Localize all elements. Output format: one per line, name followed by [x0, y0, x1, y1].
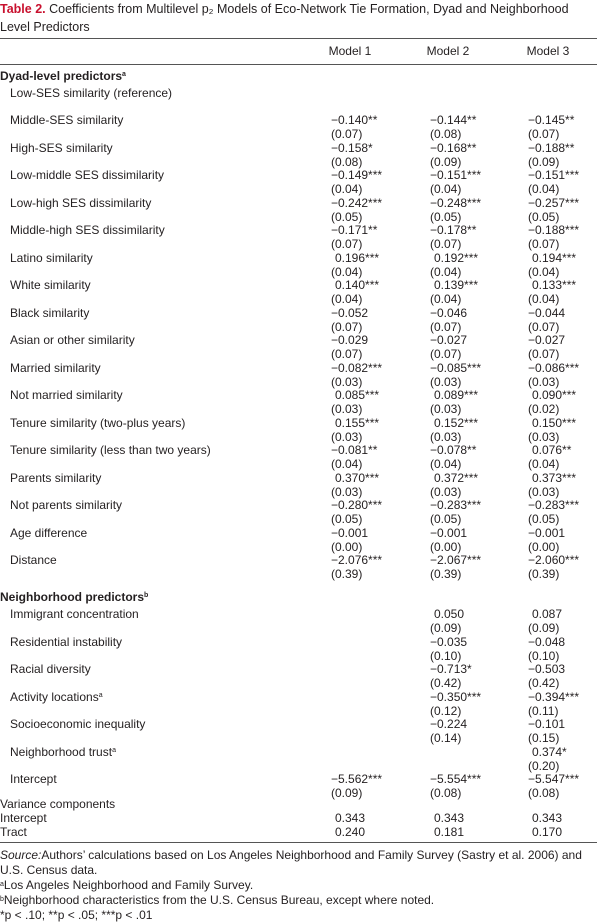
- standard-error: (0.05): [528, 209, 560, 224]
- standard-error: (0.04): [528, 264, 560, 279]
- coefficient: 0.194***: [532, 250, 577, 265]
- coefficient: −0.144**: [430, 113, 477, 127]
- coefficient: 0.155***: [335, 415, 380, 430]
- coefficient: −0.503: [528, 662, 566, 676]
- coefficient: −0.242***: [331, 195, 383, 210]
- model-3-cell: [528, 526, 597, 554]
- coefficient: −0.027: [430, 333, 468, 347]
- coefficient: −0.001: [331, 525, 369, 540]
- standard-error: (0.03): [430, 402, 462, 416]
- model-1-cell: [331, 553, 421, 581]
- model-1-cell: [331, 223, 421, 251]
- model-2-cell: [430, 141, 520, 169]
- row-label: Married similarity: [10, 360, 101, 375]
- model-1-cell: [331, 443, 421, 471]
- model-2-cell: [430, 333, 520, 361]
- row-label: Low-middle SES dissimilarity: [10, 168, 165, 182]
- coefficient: −0.224: [430, 717, 468, 731]
- coefficient: −0.283***: [430, 498, 482, 512]
- row-label: Socioeconomic inequality: [10, 717, 146, 731]
- row-label: Low-high SES dissimilarity: [10, 195, 152, 210]
- coefficient: 0.343: [532, 811, 563, 825]
- coefficient: 0.343: [434, 811, 465, 825]
- model-1-cell: [331, 416, 421, 444]
- header-rule: [0, 64, 597, 65]
- coefficient: 0.085***: [335, 388, 380, 402]
- footnote-b: $^b$Neighborhood characteristics from the U.S. Census Bureau, except where noted.: [0, 893, 435, 907]
- row-label: Middle-high SES dissimilarity: [10, 223, 165, 237]
- model-1-cell: [331, 471, 421, 499]
- standard-error: (0.03): [430, 374, 462, 389]
- coefficient: 0.140***: [335, 278, 380, 292]
- row-label: Not married similarity: [10, 388, 123, 402]
- model-3-cell: [528, 811, 597, 825]
- model-3-cell: [528, 553, 597, 581]
- model-1-cell: [331, 196, 421, 224]
- standard-error: (0.08): [430, 786, 462, 800]
- model-1-cell: [331, 811, 421, 825]
- model-2-cell: [430, 361, 520, 389]
- coefficient: 0.192***: [434, 250, 479, 265]
- standard-error: (0.05): [430, 512, 462, 526]
- top-rule: [0, 38, 597, 39]
- model-3-cell: [528, 690, 597, 718]
- coefficient: −2.076***: [331, 553, 383, 567]
- standard-error: (0.14): [430, 731, 462, 745]
- coefficient: −0.713*: [430, 662, 472, 676]
- column-header-model-2: Model 2: [426, 44, 470, 58]
- column-header-model-1: Model 1: [328, 44, 372, 58]
- coefficient: −5.547***: [528, 772, 580, 786]
- row-label: Immigrant concentration: [10, 607, 139, 621]
- row-label: White similarity: [10, 278, 91, 292]
- row-label: Not parents similarity: [10, 498, 123, 512]
- model-2-cell: [430, 690, 520, 718]
- standard-error: (0.05): [430, 209, 462, 224]
- model-2-cell: [430, 498, 520, 526]
- bottom-rule: [0, 842, 597, 843]
- coefficient: 0.181: [434, 825, 465, 839]
- coefficient: −2.067***: [430, 553, 482, 567]
- row-label: Parents similarity: [10, 470, 102, 485]
- model-3-cell: [528, 251, 597, 279]
- coefficient: 0.240: [335, 825, 366, 839]
- model-1-cell: [331, 498, 421, 526]
- standard-error: (0.03): [331, 402, 363, 416]
- standard-error: (0.08): [331, 154, 363, 169]
- standard-error: (0.04): [331, 264, 363, 279]
- standard-error: (0.03): [430, 429, 462, 444]
- coefficient: −0.044: [528, 305, 566, 320]
- coefficient: −0.151***: [430, 168, 482, 182]
- standard-error: (0.07): [331, 347, 363, 361]
- model-3-cell: [528, 113, 597, 141]
- standard-error: (0.05): [331, 512, 363, 526]
- model-3-cell: [528, 333, 597, 361]
- coefficient: 0.370***: [335, 470, 380, 485]
- coefficient: −0.145**: [528, 113, 575, 127]
- standard-error: (0.08): [528, 786, 560, 800]
- row-label: Activity locations$^a$: [10, 689, 103, 704]
- model-3-cell: [528, 168, 597, 196]
- standard-error: (0.00): [331, 539, 363, 554]
- model-3-cell: [528, 278, 597, 306]
- coefficient: −0.248***: [430, 195, 482, 210]
- standard-error: (0.04): [430, 292, 462, 306]
- coefficient: 0.133***: [532, 278, 577, 292]
- coefficient: −0.280***: [331, 498, 383, 512]
- row-label: Residential instability: [10, 634, 123, 649]
- standard-error: (0.39): [331, 567, 363, 581]
- model-2-cell: [430, 416, 520, 444]
- coefficient: −0.085***: [430, 360, 482, 375]
- standard-error: (0.42): [430, 676, 462, 690]
- standard-error: (0.02): [528, 402, 560, 416]
- model-1-cell: [331, 168, 421, 196]
- coefficient: −0.101: [528, 717, 566, 731]
- model-2-cell: [430, 196, 520, 224]
- standard-error: (0.03): [528, 484, 560, 499]
- coefficient: 0.050: [434, 607, 465, 621]
- standard-error: (0.07): [528, 127, 560, 141]
- coefficient: −0.081**: [331, 443, 378, 457]
- coefficient: −0.046: [430, 305, 468, 320]
- coefficient: −0.001: [528, 525, 566, 540]
- standard-error: (0.11): [528, 703, 559, 718]
- coefficient: −0.048: [528, 634, 566, 649]
- standard-error: (0.42): [528, 676, 560, 690]
- model-1-cell: [331, 141, 421, 169]
- model-2-cell: [430, 251, 520, 279]
- coefficient: −0.029: [331, 333, 369, 347]
- model-1-cell: [331, 306, 421, 334]
- model-3-cell: [528, 772, 597, 800]
- coefficient: −0.078**: [430, 443, 477, 457]
- model-1-cell: [331, 825, 421, 839]
- coefficient: −0.086***: [528, 360, 580, 375]
- row-label: Intercept: [10, 772, 57, 786]
- model-1-cell: [331, 388, 421, 416]
- coefficient: 0.374*: [532, 744, 567, 759]
- model-3-cell: [528, 361, 597, 389]
- standard-error: (0.03): [331, 484, 363, 499]
- coefficient: −0.027: [528, 333, 566, 347]
- coefficient: −0.140**: [331, 113, 378, 127]
- coefficient: −5.554***: [430, 772, 482, 786]
- standard-error: (0.20): [528, 758, 560, 773]
- standard-error: (0.15): [528, 731, 560, 745]
- model-3-cell: [528, 471, 597, 499]
- model-3-cell: [528, 662, 597, 690]
- standard-error: (0.05): [528, 512, 560, 526]
- coefficient: −0.257***: [528, 195, 580, 210]
- standard-error: (0.07): [430, 319, 462, 334]
- row-label: Middle-SES similarity: [10, 113, 124, 127]
- coefficient: −0.394***: [528, 689, 580, 704]
- table-number: Table 2.: [0, 2, 46, 16]
- row-label: Intercept: [0, 811, 47, 825]
- model-3-cell: [528, 223, 597, 251]
- coefficient: −0.171**: [331, 223, 378, 237]
- model-2-cell: [430, 607, 520, 635]
- coefficient: −0.188**: [528, 140, 575, 155]
- standard-error: (0.09): [528, 621, 560, 635]
- standard-error: (0.10): [528, 648, 560, 663]
- model-1-cell: [331, 113, 421, 141]
- model-3-cell: [528, 416, 597, 444]
- standard-error: (0.07): [430, 237, 462, 251]
- row-label: Black similarity: [10, 305, 90, 320]
- model-2-cell: [430, 388, 520, 416]
- standard-error: (0.39): [528, 567, 560, 581]
- model-1-cell: [331, 278, 421, 306]
- row-label: Tenure similarity (two-plus years): [10, 415, 186, 430]
- standard-error: (0.03): [331, 374, 363, 389]
- coefficient: 0.139***: [434, 278, 479, 292]
- model-1-cell: [331, 526, 421, 554]
- model-2-cell: [430, 526, 520, 554]
- model-3-cell: [528, 825, 597, 839]
- standard-error: (0.04): [331, 457, 363, 471]
- coefficient: −0.188***: [528, 223, 580, 237]
- standard-error: (0.04): [430, 457, 462, 471]
- coefficient: 0.170: [532, 825, 563, 839]
- standard-error: (0.04): [528, 457, 560, 471]
- row-label: Racial diversity: [10, 662, 91, 676]
- model-2-cell: [430, 471, 520, 499]
- standard-error: (0.10): [430, 648, 462, 663]
- table-notes: [0, 848, 597, 923]
- coefficient: −0.052: [331, 305, 369, 320]
- standard-error: (0.09): [430, 154, 462, 169]
- row-label: Tract: [0, 825, 27, 839]
- standard-error: (0.07): [528, 347, 560, 361]
- model-3-cell: [528, 141, 597, 169]
- row-label: Asian or other similarity: [10, 333, 135, 347]
- model-2-cell: [430, 553, 520, 581]
- model-2-cell: [430, 168, 520, 196]
- row-label: Neighborhood predictors$^b$: [0, 590, 149, 604]
- coefficient: 0.196***: [335, 250, 380, 265]
- coefficient: −0.158*: [331, 140, 373, 155]
- coefficient: −0.283***: [528, 498, 580, 512]
- row-label: Neighborhood trust$^a$: [10, 744, 116, 759]
- model-2-cell: [430, 306, 520, 334]
- model-3-cell: [528, 388, 597, 416]
- coefficient: 0.150***: [532, 415, 577, 430]
- model-3-cell: [528, 443, 597, 471]
- standard-error: (0.00): [430, 539, 462, 554]
- model-3-cell: [528, 717, 597, 745]
- standard-error: (0.07): [331, 319, 363, 334]
- standard-error: (0.04): [430, 182, 462, 196]
- standard-error: (0.05): [331, 209, 363, 224]
- standard-error: (0.08): [430, 127, 462, 141]
- standard-error: (0.07): [430, 347, 462, 361]
- standard-error: (0.03): [331, 429, 363, 444]
- row-label: Tenure similarity (less than two years): [10, 443, 211, 457]
- standard-error: (0.03): [430, 484, 462, 499]
- model-1-cell: [331, 772, 421, 800]
- standard-error: (0.04): [430, 264, 462, 279]
- model-1-cell: [331, 361, 421, 389]
- standard-error: (0.39): [430, 567, 462, 581]
- model-2-cell: [430, 113, 520, 141]
- row-label: Distance: [10, 553, 57, 567]
- coefficient: 0.372***: [434, 470, 479, 485]
- model-2-cell: [430, 811, 520, 825]
- coefficient: −2.060***: [528, 553, 580, 567]
- model-2-cell: [430, 223, 520, 251]
- model-3-cell: [528, 745, 597, 773]
- coefficient: −0.178**: [430, 223, 477, 237]
- standard-error: (0.04): [331, 292, 363, 306]
- coefficient: 0.089***: [434, 388, 479, 402]
- row-label: Age difference: [10, 525, 88, 540]
- standard-error: (0.04): [331, 182, 363, 196]
- row-label: Dyad-level predictors$^a$: [0, 69, 126, 83]
- standard-error: (0.04): [528, 292, 560, 306]
- footnote-a: $^a$Los Angeles Neighborhood and Family Survey.: [0, 878, 254, 892]
- model-2-cell: [430, 635, 520, 663]
- coefficient: −0.168**: [430, 140, 477, 155]
- coefficient: −0.001: [430, 525, 468, 540]
- row-label: Low-SES similarity (reference): [10, 86, 173, 100]
- standard-error: (0.07): [331, 127, 363, 141]
- coefficient: 0.343: [335, 811, 366, 825]
- row-label: Latino similarity: [10, 250, 93, 265]
- coefficient: −0.082***: [331, 360, 383, 375]
- coefficient: −0.149***: [331, 168, 383, 182]
- model-3-cell: [528, 306, 597, 334]
- standard-error: (0.04): [528, 182, 560, 196]
- coefficient: −0.035: [430, 634, 468, 649]
- coefficient: 0.152***: [434, 415, 479, 430]
- model-3-cell: [528, 635, 597, 663]
- standard-error: (0.09): [430, 621, 462, 635]
- coefficient: −0.151***: [528, 168, 580, 182]
- standard-error: (0.07): [528, 237, 560, 251]
- model-1-cell: [331, 251, 421, 279]
- model-3-cell: [528, 607, 597, 635]
- coefficient: 0.090***: [532, 388, 577, 402]
- column-header-model-3: Model 3: [526, 44, 570, 58]
- coefficient: −5.562***: [331, 772, 383, 786]
- model-3-cell: [528, 498, 597, 526]
- standard-error: (0.12): [430, 703, 462, 718]
- standard-error: (0.03): [528, 429, 560, 444]
- source-note: Source:Authors’ calculations based on Los Angeles Neighborhood and Family Survey (Sastry et al. 2006) and U.S. Census data.: [0, 848, 582, 877]
- standard-error: (0.09): [331, 786, 363, 800]
- model-2-cell: [430, 717, 520, 745]
- model-1-cell: [331, 333, 421, 361]
- standard-error: (0.03): [528, 374, 560, 389]
- standard-error: (0.07): [331, 237, 363, 251]
- coefficient: 0.373***: [532, 470, 577, 485]
- model-2-cell: [430, 443, 520, 471]
- table-title: [0, 0, 590, 36]
- significance-note: *p < .10; **p < .05; ***p < .01: [0, 908, 153, 922]
- model-2-cell: [430, 825, 520, 839]
- row-label: High-SES similarity: [10, 140, 113, 155]
- coefficient: −0.350***: [430, 689, 482, 704]
- standard-error: (0.07): [528, 319, 560, 334]
- model-2-cell: [430, 772, 520, 800]
- coefficient: 0.087: [532, 607, 563, 621]
- standard-error: (0.09): [528, 154, 560, 169]
- model-2-cell: [430, 662, 520, 690]
- standard-error: (0.00): [528, 539, 560, 554]
- model-3-cell: [528, 196, 597, 224]
- table-caption: Coefficients from Multilevel p₂ Models of Eco-Network Tie Formation, Dyad and Neighborhood Level Predictors: [0, 2, 569, 34]
- coefficient: 0.076**: [532, 443, 572, 457]
- row-label: Variance components: [0, 797, 116, 811]
- model-2-cell: [430, 278, 520, 306]
